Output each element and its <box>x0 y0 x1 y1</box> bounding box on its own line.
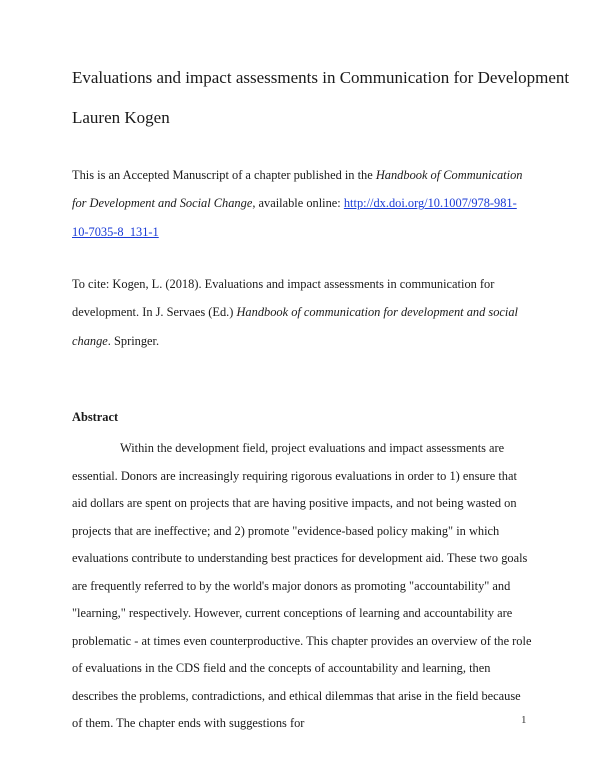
manuscript-intro: This is an Accepted Manuscript of a chapter published in the <box>72 168 376 182</box>
abstract-body: Within the development field, project evaluations and impact assessments are essential. Donors are increasingly requiring rigorous evaluations in order to 1) ensure that aid dollars are spent on projects that are having positive impacts, and not being wasted on projects that are ineffective; and 2) promote "evidence-based policy making" in which evaluations contribute to understanding best practices for development aid. These two goals are frequently referred to by the world's major donors as promoting "accountability" and "learning," respectively. However, current conceptions of learning and accountability are problematic - at times even counterproductive. This chapter provides an overview of the role of evaluations in the CDS field and the concepts of accountability and learning, then describes the problems, contradictions, and ethical dilemmas that arise in the field because of them. The chapter ends with suggestions for <box>72 441 532 730</box>
citation-intro: To cite: Kogen, L. (2018). Evaluations and impact assessments in communication for development. In J. Servaes (Ed.) <box>72 277 495 320</box>
doi-link[interactable]: http://dx.doi.org/10.1007/978-981-10-7035-8_131-1 <box>72 196 517 239</box>
abstract-heading: Abstract <box>72 410 119 424</box>
citation-publisher: . Springer. <box>107 333 160 348</box>
document-author: Lauren Kogen <box>72 108 170 127</box>
citation-note <box>72 270 532 355</box>
page-number: 1 <box>521 714 527 726</box>
manuscript-note <box>72 161 532 246</box>
manuscript-available: , available online: <box>252 196 344 211</box>
manuscript-book-title: Handbook of Communication for Development and Social Change <box>72 168 523 211</box>
citation-book-title: Handbook of communication for development and social change <box>72 305 518 348</box>
document-title: Evaluations and impact assessments in Communication for Development <box>72 68 570 87</box>
